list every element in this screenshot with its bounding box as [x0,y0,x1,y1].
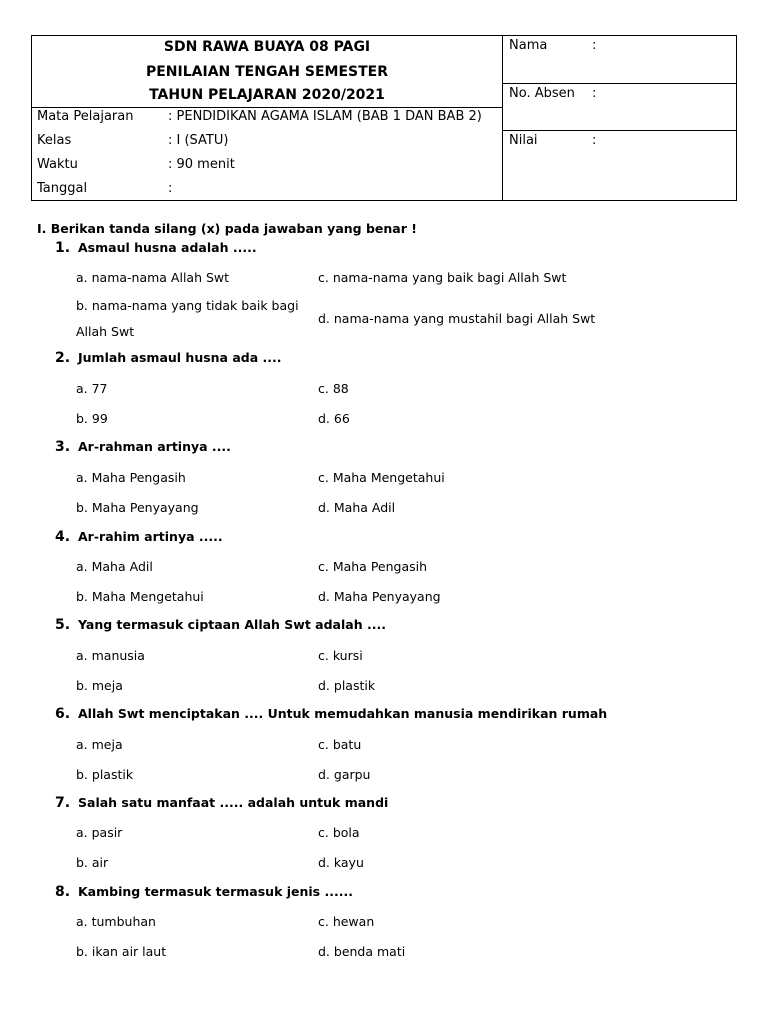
option-b[interactable]: b. plastik [76,767,134,782]
option-b[interactable]: b. air [76,855,109,870]
option-d[interactable]: d. 66 [318,411,350,426]
option-d[interactable]: d. Maha Adil [318,500,396,515]
option-c[interactable]: c. Maha Mengetahui [318,470,445,485]
option-a[interactable]: a. meja [76,737,123,752]
option-b[interactable]: b. Maha Penyayang [76,500,199,515]
question-8 [55,884,353,900]
exam-title: PENILAIAN TENGAH SEMESTER [145,64,388,80]
info-label: Kelas [37,133,72,148]
option-b[interactable]: b. Maha Mengetahui [76,589,204,604]
question-6 [55,706,607,722]
option-b[interactable]: b. nama-nama yang tidak baik bagi [76,298,299,313]
name-colon: : [592,38,597,53]
header-right [502,36,736,200]
option-d[interactable]: d. kayu [318,855,364,870]
option-a[interactable]: a. Maha Pengasih [76,470,186,485]
question-5 [55,617,386,633]
score-field[interactable] [502,131,736,200]
absence-number-field[interactable] [502,84,736,131]
instruction: I. Berikan tanda silang (x) pada jawaban yang benar ! [37,221,417,236]
option-b-continued: Allah Swt [76,324,135,339]
question-text: Jumlah asmaul husna ada .... [78,350,282,365]
question-text: Ar-rahim artinya ..... [78,529,223,544]
info-value: : PENDIDIKAN AGAMA ISLAM (BAB 1 DAN BAB 2) [168,109,482,124]
option-c[interactable]: c. hewan [318,914,375,929]
option-b[interactable]: b. meja [76,678,123,693]
info-value: : [168,181,173,196]
question-number: 2. [55,350,71,366]
score-label: Nilai [509,133,538,148]
question-number: 7. [55,795,71,811]
question-number: 3. [55,439,71,455]
option-a[interactable]: a. tumbuhan [76,914,156,929]
header-table [31,35,737,201]
option-c[interactable]: c. 88 [318,381,349,396]
question-number: 6. [55,706,71,722]
option-d[interactable]: d. Maha Penyayang [318,589,441,604]
absence-number-label: No. Absen [509,86,575,101]
question-text: Asmaul husna adalah ..... [78,240,257,255]
option-a[interactable]: a. 77 [76,381,108,396]
question-1 [55,240,257,256]
header-left [32,36,503,200]
question-text: Allah Swt menciptakan .... Untuk memudahkan manusia mendirikan rumah [78,706,608,721]
question-number: 8. [55,884,71,900]
question-3 [55,439,231,455]
question-number: 1. [55,240,71,256]
info-label: Waktu [37,157,78,172]
question-number: 4. [55,529,71,545]
option-a[interactable]: a. Maha Adil [76,559,153,574]
option-c[interactable]: c. batu [318,737,362,752]
option-a[interactable]: a. pasir [76,825,123,840]
option-c[interactable]: c. Maha Pengasih [318,559,428,574]
option-d[interactable]: d. nama-nama yang mustahil bagi Allah Swt [318,311,596,326]
question-number: 5. [55,617,71,633]
option-b[interactable]: b. 99 [76,411,108,426]
question-text: Kambing termasuk termasuk jenis ...... [78,884,353,899]
question-text: Ar-rahman artinya .... [78,439,231,454]
info-label: Tanggal [37,181,88,196]
question-text: Yang termasuk ciptaan Allah Swt adalah .... [78,617,386,632]
name-field[interactable] [502,36,736,84]
option-b[interactable]: b. ikan air laut [76,944,167,959]
option-a[interactable]: a. manusia [76,648,145,663]
title-area [32,36,502,108]
info-label: Mata Pelajaran [37,109,134,124]
option-c[interactable]: c. bola [318,825,360,840]
question-text: Salah satu manfaat ..... adalah untuk mandi [78,795,389,810]
question-2 [55,350,282,366]
info-value: : 90 menit [168,157,235,172]
school-name: SDN RAWA BUAYA 08 PAGI [163,39,371,55]
name-label: Nama [509,38,548,53]
option-c[interactable]: c. kursi [318,648,363,663]
option-d[interactable]: d. benda mati [318,944,406,959]
option-a[interactable]: a. nama-nama Allah Swt [76,270,230,285]
option-d[interactable]: d. plastik [318,678,376,693]
academic-year: TAHUN PELAJARAN 2020/2021 [149,87,385,103]
question-7 [55,795,388,811]
option-d[interactable]: d. garpu [318,767,371,782]
question-4 [55,529,223,545]
absence-number-colon: : [592,86,597,101]
score-colon: : [592,133,597,148]
info-value: : I (SATU) [168,133,229,148]
option-c[interactable]: c. nama-nama yang baik bagi Allah Swt [318,270,567,285]
